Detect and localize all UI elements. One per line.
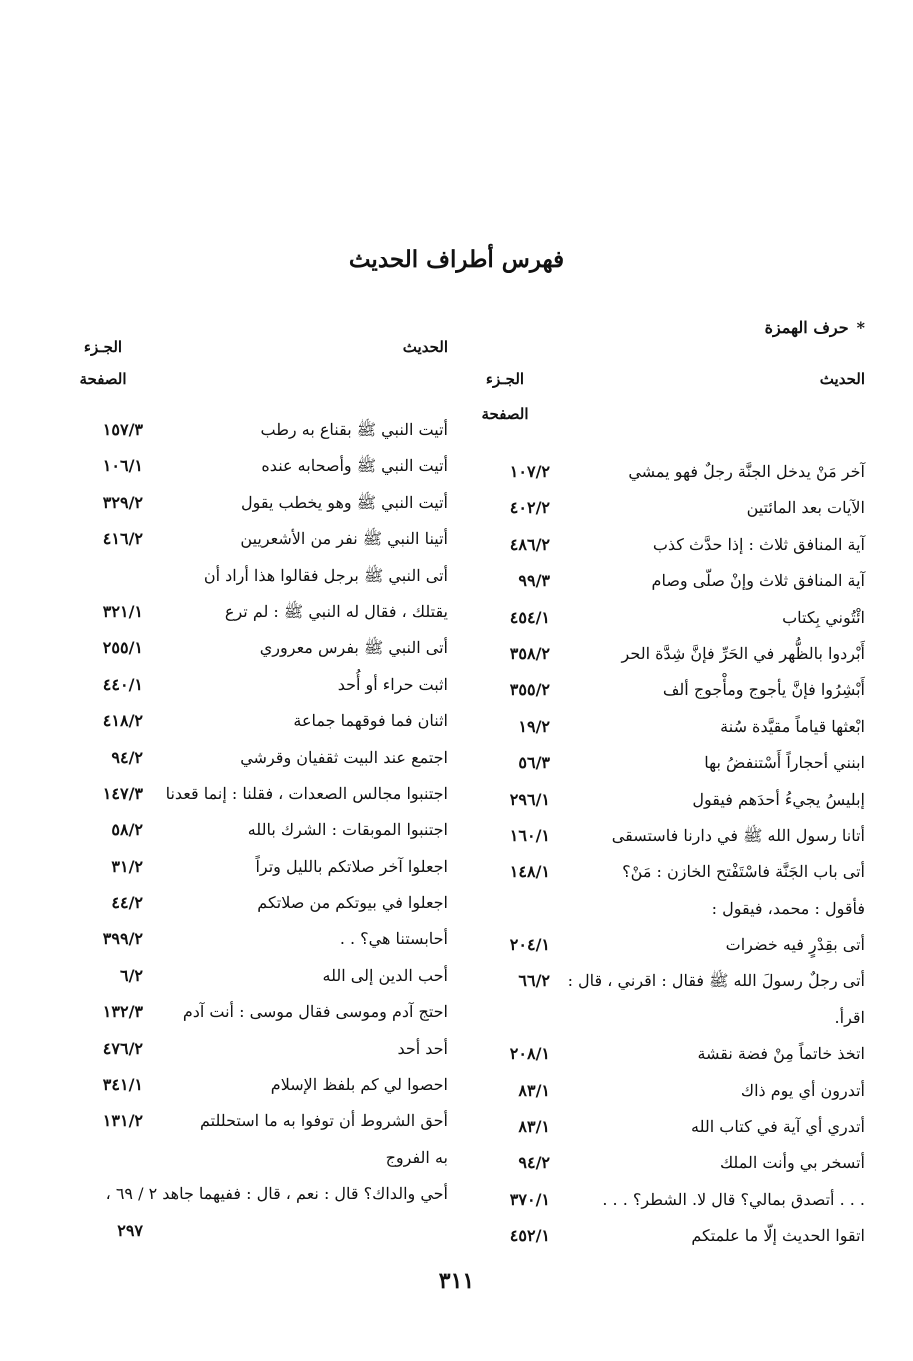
hadith-text: اجعلوا آخر صلاتكم بالليل وتراً [255,856,448,876]
index-row [470,784,865,820]
index-row [470,1002,865,1038]
index-row [470,1184,865,1220]
volume-page-ref: ١٩/٢ [518,716,550,736]
index-row [63,523,448,559]
volume-page-ref: ٩٤/٢ [111,747,143,767]
volume-page-ref: ٣٤١/١ [102,1075,143,1095]
volume-page-ref: ٣٧٠/١ [509,1189,550,1209]
volume-page-ref: ١٤٨/١ [509,862,550,882]
index-row [63,814,448,850]
index-row [470,565,865,601]
index-row [470,602,865,638]
index-row [63,632,448,668]
left-rows [63,414,448,1251]
hadith-text: اجعلوا في بيوتكم من صلاتكم [257,893,448,913]
volume-page-ref: ١٤٧/٣ [102,783,143,803]
header-hadith: الحديث [402,338,448,356]
column-headers [63,330,448,406]
index-row [470,711,865,747]
page-number: ٣١١ [438,1268,475,1294]
hadith-text: فأقول : محمد، فيقول : [711,898,865,918]
index-row [63,1069,448,1105]
section-bullet: * [856,318,865,337]
hadith-text: اجتمع عند البيت ثقفيان وقرشي [240,747,448,767]
hadith-text: ائْتُوني بِكتاب [782,607,865,627]
index-row [63,705,448,741]
hadith-text: أتينا النبي ﷺ نفر من الأشعريين [240,529,448,549]
header-hadith: الحديث [819,370,865,388]
volume-page-ref: ١٠٦/١ [102,456,143,476]
hadith-text: الآيات بعد المائتين [746,498,865,518]
hadith-text: اجتنبوا مجالس الصعدات ، فقلنا : إنما قعدنا [165,783,448,803]
hadith-text: أتيت النبي ﷺ وأصحابه عنده [261,456,448,476]
hadith-text: ابْعثها قياماً مقيَّدة سُنة [720,716,865,736]
hadith-text: اقرأ. [834,1007,865,1027]
index-row [470,529,865,565]
volume-page-ref: ٥٦/٣ [518,753,550,773]
hadith-text: أتدري أي آية في كتاب الله [691,1117,865,1137]
right-rows [470,456,865,1257]
volume-page-ref: ٤٤/٢ [111,893,143,913]
volume-page-ref: ٣٩٩/٢ [102,929,143,949]
volume-page-ref: ٦٦/٢ [518,971,550,991]
index-row [63,778,448,814]
header-page: الصفحة [79,370,127,388]
hadith-text: أتدرون أي يوم ذاك [740,1080,865,1100]
index-row [470,1038,865,1074]
volume-page-ref: ١٣٢/٣ [102,1002,143,1022]
hadith-text: أتيت النبي ﷺ بقناع به رطب [260,420,448,439]
volume-page-ref: ١٦٠/١ [509,825,550,845]
index-row [470,492,865,528]
hadith-text: اتخذ خاتماً مِنْ فضة نقشة [697,1044,865,1064]
index-row [470,820,865,856]
index-row [63,996,448,1032]
index-row [63,1033,448,1069]
index-row [63,923,448,959]
section-header [470,318,865,352]
index-row [63,1215,448,1251]
volume-page-ref: ٨٣/١ [518,1117,550,1137]
index-row [63,887,448,923]
volume-page-ref: ٤٨٦/٢ [509,534,550,554]
left-column [63,330,448,1251]
hadith-text: أحد أحد [397,1038,448,1058]
column-headers [470,352,865,423]
volume-page-ref: ٣١/٢ [111,856,143,876]
volume-page-ref: ٤٠٢/٢ [509,498,550,518]
volume-page-ref: ٤٥٢/١ [509,1226,550,1246]
volume-page-ref: ٦/٢ [119,965,143,985]
index-row [470,893,865,929]
volume-page-ref: ٣٥٥/٢ [509,680,550,700]
index-row [63,414,448,450]
hadith-text: أحب الدين إلى الله [322,965,448,985]
hadith-text: احصوا لي كم بلفظ الإسلام [270,1075,448,1095]
hadith-text: أتى باب الجَنَّة فاسْتَفْتح الخازن : مَنْ؟ [622,862,865,882]
volume-page-ref: ١٥٧/٣ [102,420,143,439]
index-row [63,560,448,596]
index-row [470,456,865,492]
right-column [470,318,865,1257]
index-row [470,638,865,674]
index-row [63,960,448,996]
hadith-text: أحق الشروط أن توفوا به ما استحللتم [200,1111,448,1131]
volume-page-ref: ٢٩٧ [117,1220,143,1240]
hadith-text: يقتلك ، فقال له النبي ﷺ : لم ترع [224,601,448,621]
hadith-text: أَبْشِرُوا فإنَّ يأجوج ومأْجوج ألف [662,680,865,700]
index-row [470,1111,865,1147]
volume-page-ref: ١٣١/٢ [102,1111,143,1131]
hadith-text: أتى بقِدْرٍ فيه خضرات [725,935,865,955]
index-row [63,450,448,486]
hadith-text: أحابستنا هي؟ . . [339,929,448,949]
hadith-text: أتى النبي ﷺ بفرس معروري [259,638,448,658]
index-row [63,669,448,705]
hadith-text: إبليسُ يجيءُ أحدَهم فيقول [692,789,865,809]
hadith-text: . . . أتصدق بمالي؟ قال لا. الشطر؟ . . . [602,1189,865,1209]
index-row [470,747,865,783]
volume-page-ref: ٤١٨/٢ [102,711,143,731]
volume-page-ref: ٥٨/٢ [111,820,143,840]
hadith-text: أتيت النبي ﷺ وهو يخطب يقول [241,492,448,512]
hadith-text: آية المنافق ثلاث وإنْ صلّى وصام [651,571,865,591]
hadith-text: آخر مَنْ يدخل الجنَّة رجلٌ فهو يمشي [628,462,865,481]
hadith-text: ابنني أحجاراً أَسْتنفضُ بها [704,753,865,773]
volume-page-ref: ٣٥٨/٢ [509,643,550,663]
volume-page-ref: ٣٢١/١ [102,601,143,621]
index-row [63,487,448,523]
volume-page-ref: ٤٥٤/١ [509,607,550,627]
volume-page-ref: ٨٣/١ [518,1080,550,1100]
hadith-text: اجتنبوا الموبقات : الشرك بالله [247,820,448,840]
header-juz: الجـزء [83,338,123,356]
index-row [63,1105,448,1141]
index-row [63,1178,448,1214]
hadith-text: أتانا رسول الله ﷺ في دارنا فاستسقى [611,825,865,845]
hadith-text: أَبْردوا بالظُّهر في الحَرِّ فإنَّ شِدَّة الحر [621,643,865,663]
section-title: حرف الهمزة [764,318,849,337]
volume-page-ref: ٣٢٩/٢ [102,492,143,512]
index-row [63,851,448,887]
index-row [470,856,865,892]
hadith-text: اتقوا الحديث إلّا ما علمتكم [691,1226,865,1246]
hadith-text: اثنان فما فوقهما جماعة [293,711,448,731]
hadith-text: أتى رجلٌ رسولَ الله ﷺ فقال : اقرني ، قال : [567,971,865,991]
hadith-text: أتسخر بي وأنت الملك [719,1153,865,1173]
hadith-text: احتج آدم وموسى فقال موسى : أنت آدم [182,1002,448,1022]
volume-page-ref: ١٠٧/٢ [509,462,550,481]
volume-page-ref: ٢٠٨/١ [509,1044,550,1064]
volume-page-ref: ٤٤٠/١ [102,674,143,694]
hadith-text: أحي والداك؟ قال : نعم ، قال : ففيهما جاهد ٢ / ٦٩ ، [105,1184,448,1204]
hadith-text: أتى النبي ﷺ برجل فقالوا هذا أراد أن [203,565,448,585]
volume-page-ref: ٤٧٦/٢ [102,1038,143,1058]
volume-page-ref: ٤١٦/٢ [102,529,143,549]
index-row [470,965,865,1001]
volume-page-ref: ٢٥٥/١ [102,638,143,658]
index-row [63,596,448,632]
index-row [470,1075,865,1111]
volume-page-ref: ٢٠٤/١ [509,935,550,955]
volume-page-ref: ٢٩٦/١ [509,789,550,809]
header-page: الصفحة [481,405,529,423]
index-row [470,1220,865,1256]
volume-page-ref: ٩٩/٣ [518,571,550,591]
page-title: فهرس أطراف الحديث [348,246,565,273]
index-row [63,1142,448,1178]
volume-page-ref: ٩٤/٢ [518,1153,550,1173]
hadith-text: آية المنافق ثلاث : إذا حدَّث كذب [652,534,865,554]
index-row [63,742,448,778]
index-row [470,929,865,965]
hadith-text: اثبت حراء أو أُحد [337,674,448,694]
index-row [470,674,865,710]
index-row [470,1147,865,1183]
header-juz: الجـزء [485,370,525,388]
hadith-text: به الفروج [385,1147,448,1167]
